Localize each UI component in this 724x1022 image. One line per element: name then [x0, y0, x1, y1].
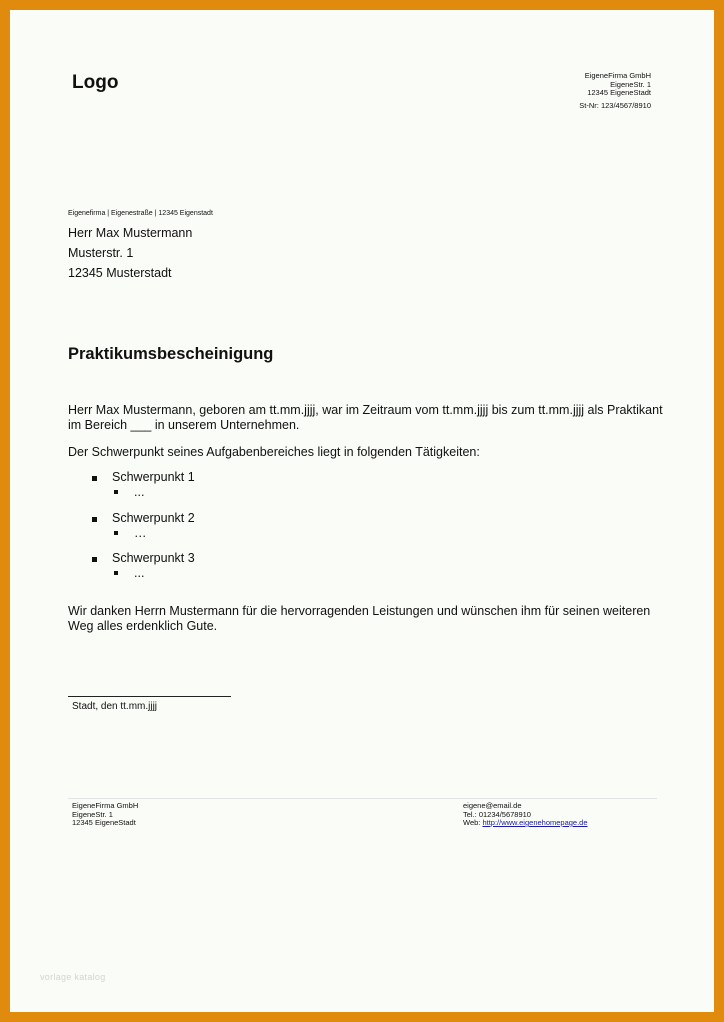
focus-item-detail: … — [134, 525, 147, 540]
bullet-marker — [92, 517, 97, 522]
footer-company-name: EigeneFirma GmbH — [72, 801, 139, 810]
footer-divider — [68, 798, 657, 799]
recipient-address — [68, 223, 192, 283]
homepage-link[interactable]: http://www.eigenehomepage.de — [482, 818, 588, 827]
focus-item-label: Schwerpunkt 1 — [112, 470, 195, 484]
focus-item-detail: ... — [134, 485, 145, 499]
recipient-street: Musterstr. 1 — [68, 246, 134, 260]
tax-number: St-Nr: 123/4567/8910 — [579, 101, 651, 110]
sender-company-name: EigeneFirma GmbH — [584, 71, 651, 80]
intro-paragraph: Herr Max Mustermann, geboren am tt.mm.jjjj, war im Zeitraum vom tt.mm.jjjj bis zum tt.mm.jjjj als Praktikant im Bereich ___ in unserem Unternehmen. — [68, 403, 663, 432]
sender-city: 12345 EigeneStadt — [587, 88, 651, 97]
document-title: Praktikumsbescheinigung — [68, 345, 274, 363]
signature-place-date: Stadt, den tt.mm.jjjj — [72, 701, 158, 712]
company-logo: Logo — [72, 72, 119, 93]
focus-item-detail: ... — [134, 566, 145, 580]
sub-bullet-marker — [114, 490, 118, 494]
sub-bullet-marker — [114, 531, 118, 535]
sender-address-block — [585, 72, 651, 98]
recipient-name: Herr Max Mustermann — [68, 226, 193, 240]
letter-page — [10, 10, 714, 1012]
closing-paragraph: Wir danken Herrn Mustermann für die hervorragenden Leistungen und wünschen ihm für seinen weiteren Weg alles erdenklich Gute. — [68, 604, 651, 633]
footer-email: eigene@email.de — [463, 801, 522, 810]
bullet-marker — [92, 476, 97, 481]
footer-street: EigeneStr. 1 — [72, 809, 113, 819]
recipient-city: 12345 Musterstadt — [68, 266, 172, 280]
sub-bullet-marker — [114, 571, 118, 575]
return-address-line: Eigenefirma | Eigenestraße | 12345 Eigenstadt — [68, 210, 213, 217]
watermark-text: vorlage katalog — [40, 972, 106, 982]
footer-city: 12345 EigeneStadt — [72, 818, 136, 827]
sender-street: EigeneStr. 1 — [610, 79, 651, 89]
footer-contact — [463, 802, 588, 828]
focus-intro-paragraph: Der Schwerpunkt seines Aufgabenbereiches liegt in folgenden Tätigkeiten: — [68, 445, 480, 459]
focus-item-label: Schwerpunkt 2 — [112, 510, 195, 525]
focus-item-label: Schwerpunkt 3 — [112, 551, 195, 565]
signature-line — [68, 696, 231, 697]
footer-web — [463, 819, 588, 828]
footer-web-label: Web: — [463, 818, 483, 827]
footer-phone: Tel.: 01234/5678910 — [463, 809, 531, 819]
footer-address — [72, 802, 138, 828]
bullet-marker — [92, 557, 97, 562]
